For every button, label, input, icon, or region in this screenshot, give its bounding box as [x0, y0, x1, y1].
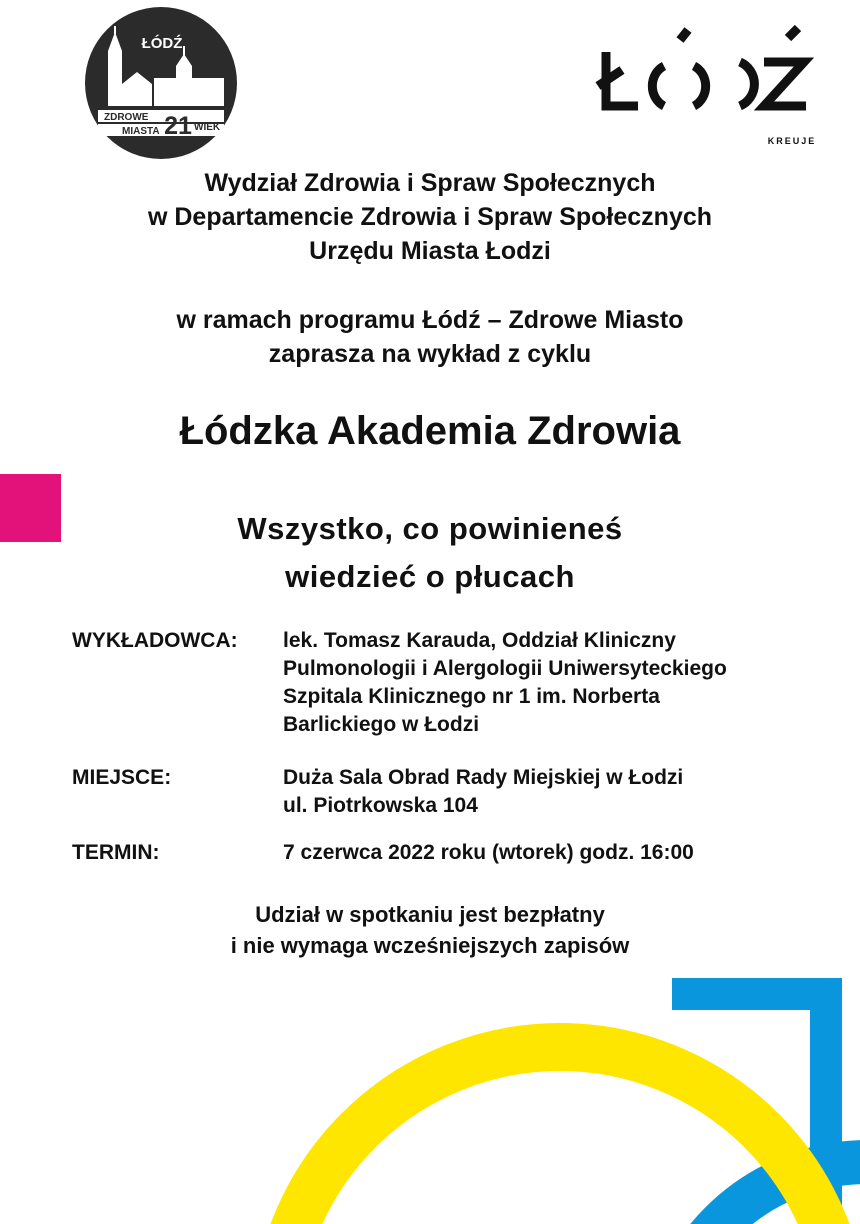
logo-line2-text: MIASTA [122, 126, 160, 137]
lodz-kreuje-logo [592, 22, 828, 148]
logo-city-text: ŁÓDŹ [141, 35, 183, 52]
lecturer-line: Szpitala Klinicznego nr 1 im. Norberta [283, 685, 660, 708]
intro-line: w ramach programu Łódź – Zdrowe Miasto [176, 306, 684, 334]
intro-line: zaprasza na wykład z cyklu [268, 340, 592, 368]
organizer-block [0, 166, 860, 268]
place-label: MIEJSCE: [72, 766, 172, 789]
place-line: ul. Piotrkowska 104 [283, 794, 478, 817]
place-value [283, 764, 823, 820]
lecturer-line: Barlickiego w Łodzi [283, 713, 480, 736]
lecturer-value [283, 627, 823, 739]
organizer-line: Urzędu Miasta Łodzi [309, 237, 551, 265]
logo-number-text: 21 [164, 112, 192, 140]
lecture-title-line: Wszystko, co powinieneś [237, 511, 623, 546]
footer-line: i nie wymaga wcześniejszych zapisów [230, 933, 630, 958]
lecture-title [0, 505, 860, 601]
logo-suffix-text: WIEK [194, 122, 221, 133]
place-line: Duża Sala Obrad Rady Miejskiej w Łodzi [283, 766, 684, 789]
lecture-title-line: wiedzieć o płucach [285, 559, 575, 594]
intro-block [0, 303, 860, 371]
zdrowe-miasta-logo [84, 6, 238, 160]
series-title: Łódzka Akademia Zdrowia [179, 409, 681, 453]
logo-line1-text: ZDROWE [104, 112, 149, 123]
footer-note [0, 899, 860, 961]
organizer-line: w Departamencie Zdrowia i Spraw Społecznych [147, 203, 713, 231]
footer-line: Udział w spotkaniu jest bezpłatny [255, 902, 605, 927]
lecturer-line: Pulmonologii i Alergologii Uniwersyteckiego [283, 657, 727, 680]
date-value: 7 czerwca 2022 roku (wtorek) godz. 16:00 [283, 841, 694, 864]
decorative-shapes [0, 960, 860, 1224]
logo-tagline-text: KREUJE [767, 136, 817, 146]
lecturer-line: lek. Tomasz Karauda, Oddział Kliniczny [283, 629, 676, 652]
date-label: TERMIN: [72, 841, 160, 864]
lecturer-label: WYKŁADOWCA: [72, 629, 238, 652]
organizer-line: Wydział Zdrowia i Spraw Społecznych [204, 169, 656, 197]
